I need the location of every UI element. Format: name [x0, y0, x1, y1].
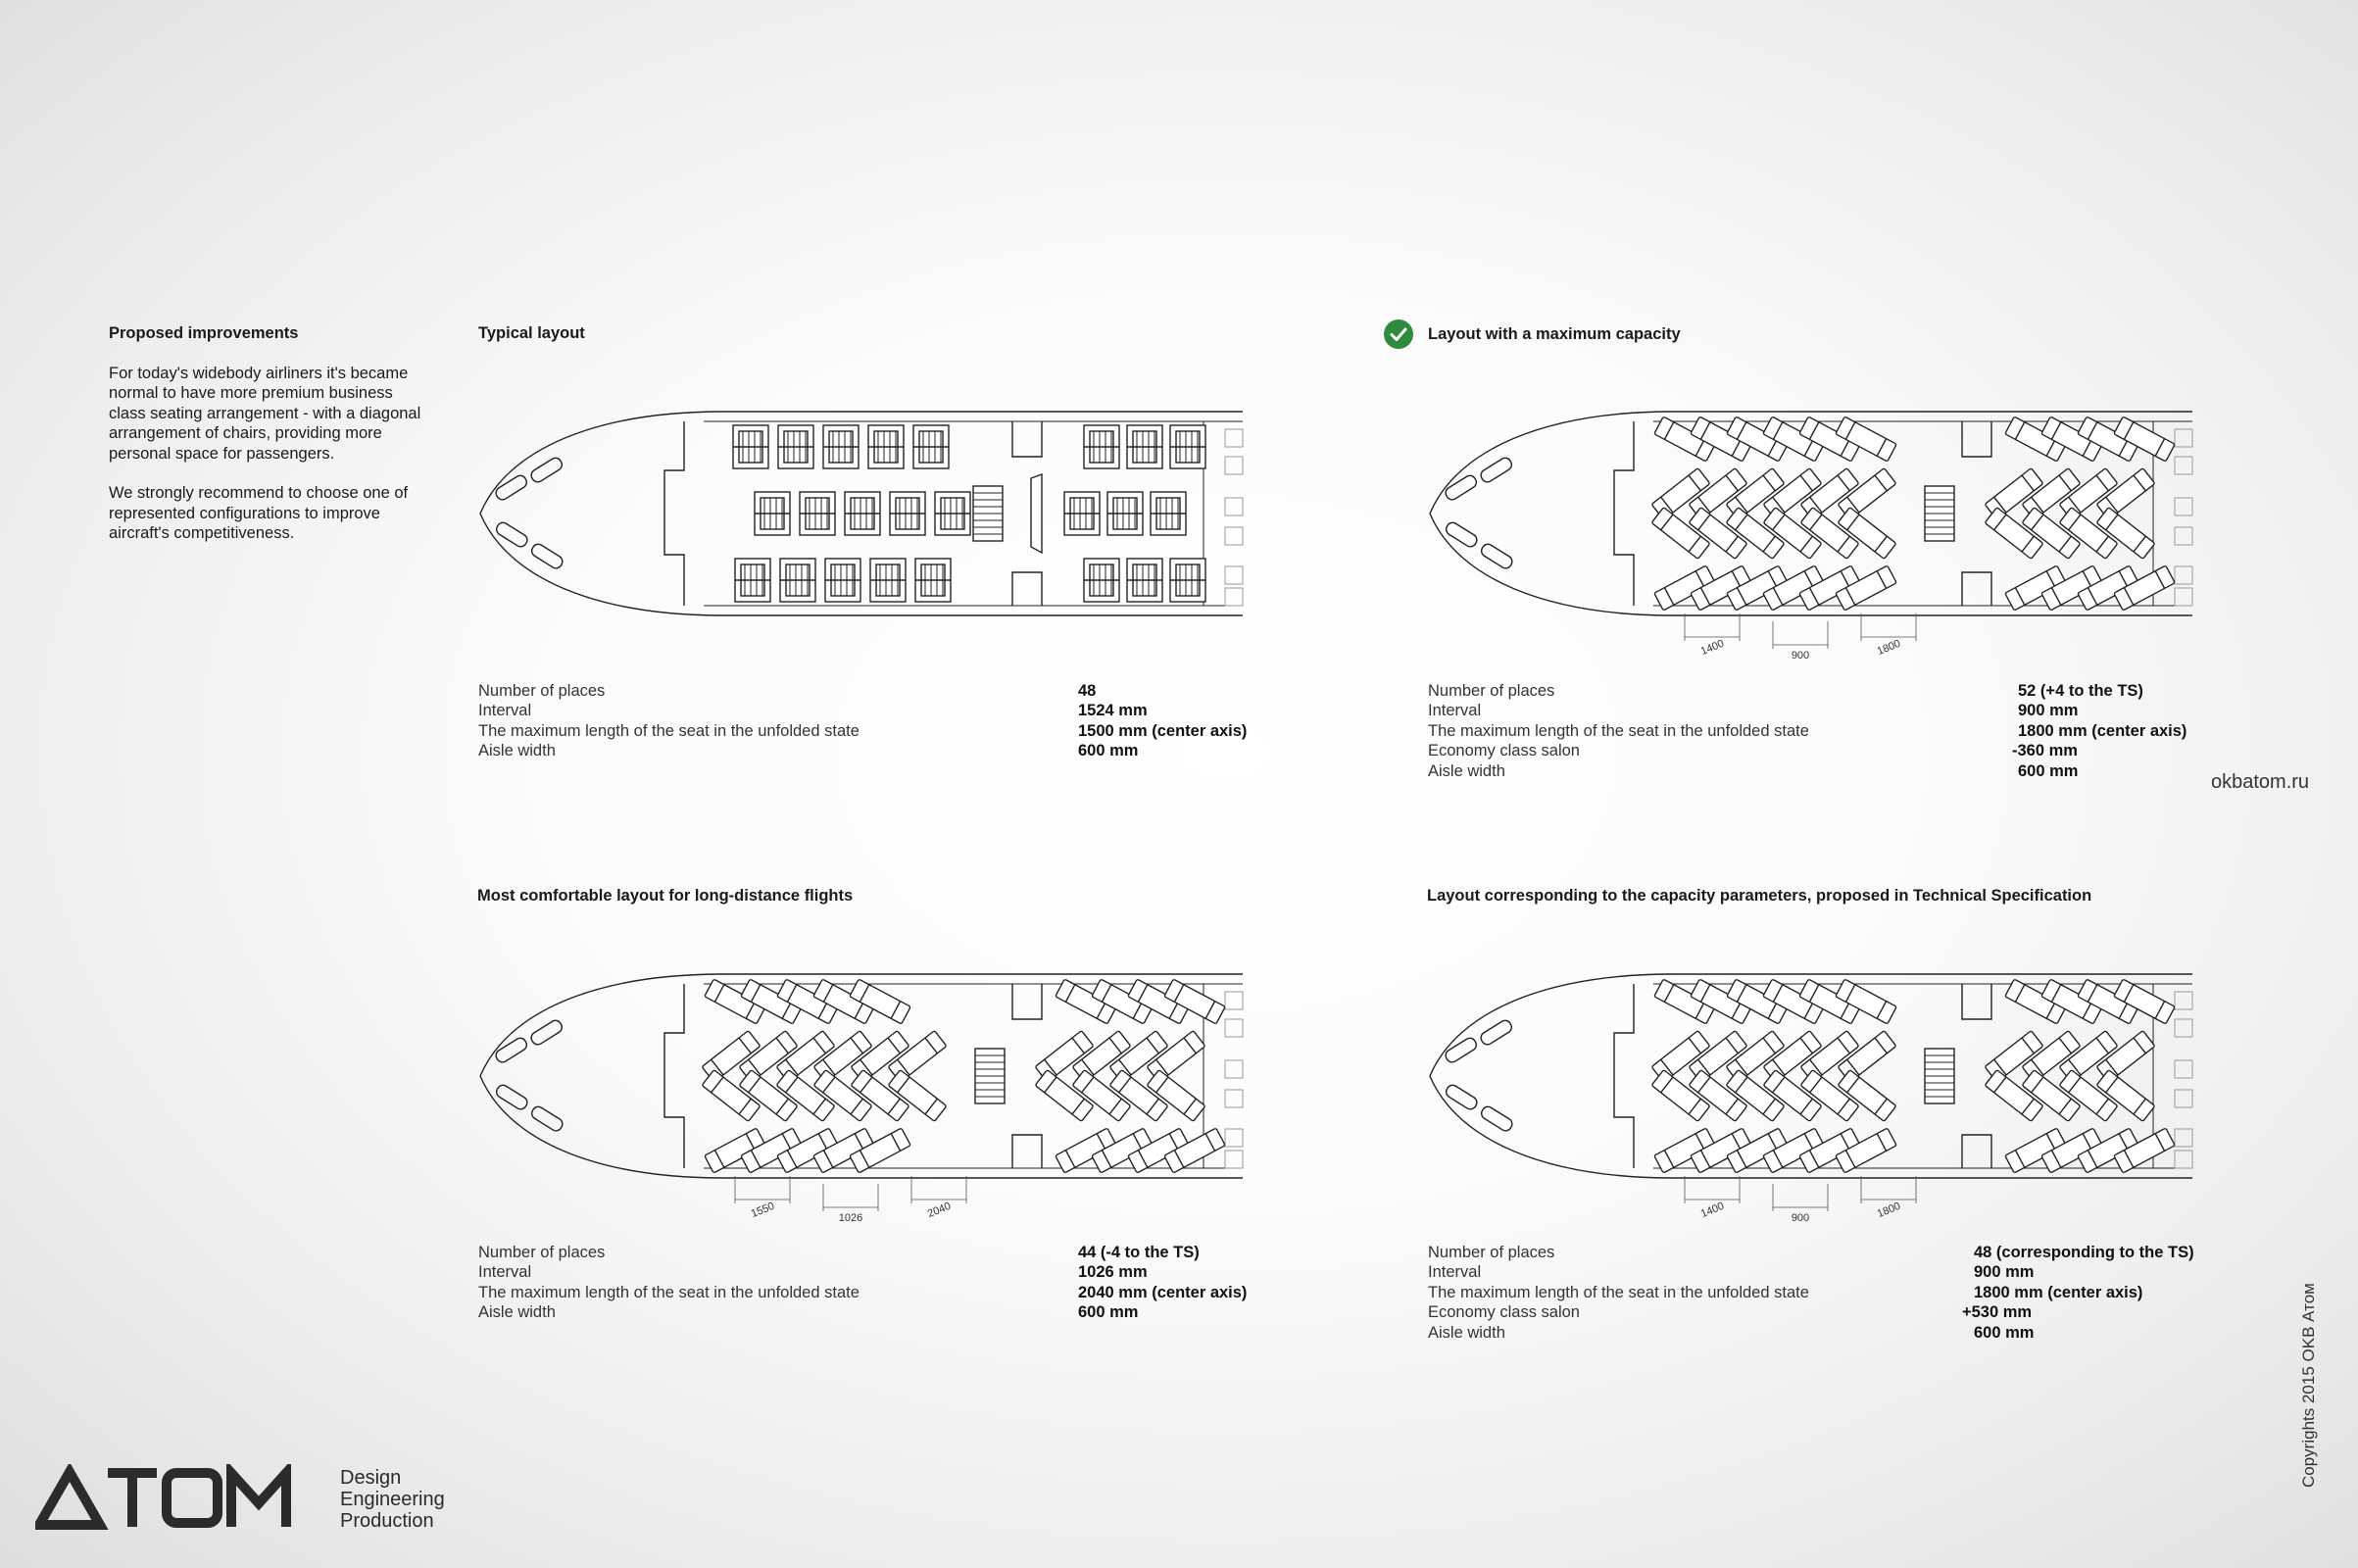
spec-row	[478, 681, 1262, 701]
cockpit-window	[1444, 473, 1479, 502]
lavatory	[1962, 984, 1991, 1168]
seat	[733, 425, 768, 468]
stairs	[1925, 1049, 1954, 1103]
logo-line: Engineering	[340, 1489, 445, 1510]
economy-seat	[2175, 992, 2192, 1009]
economy-seat	[1225, 1060, 1243, 1078]
spec-row	[478, 721, 1262, 741]
cockpit-window	[529, 542, 565, 570]
dimension-lines	[735, 1176, 966, 1224]
atom-logo-icon	[35, 1464, 319, 1531]
economy-seat	[1225, 1019, 1243, 1037]
spec-label: Interval	[1428, 702, 1482, 720]
dimension-label: 1026	[838, 1212, 863, 1224]
seat	[780, 559, 815, 602]
spec-row	[1428, 1323, 2212, 1343]
seat	[755, 492, 790, 535]
seat	[870, 559, 906, 602]
spec-value: 600 mm	[2018, 761, 2079, 780]
seat	[913, 425, 949, 468]
economy-seat	[2175, 1060, 2192, 1078]
seat-plan-comfortable	[478, 972, 1243, 1227]
cockpit-window	[1479, 542, 1514, 570]
economy-seat	[2175, 1151, 2192, 1168]
spec-row	[478, 1243, 1262, 1262]
spec-label: The maximum length of the seat in the unfolded state	[1428, 1283, 1809, 1301]
spec-label: The maximum length of the seat in the unfolded state	[1428, 721, 1809, 740]
fuselage-diagram	[478, 972, 1243, 1227]
spec-value: 600 mm	[1078, 1303, 1139, 1322]
seat	[735, 559, 770, 602]
economy-seat	[1225, 457, 1243, 474]
intro-paragraph-1: For today's widebody airliners it's became normal to have more premium business class seating arrangement - with a diagonal arrangement of chairs, providing more personal space for passengers.	[109, 364, 421, 463]
cockpit-window	[529, 456, 565, 484]
stairs	[1925, 486, 1954, 541]
spec-value: 48	[1078, 682, 1097, 700]
spec-row	[1428, 1302, 2212, 1322]
seat	[1151, 492, 1186, 535]
spec-label: Interval	[478, 702, 532, 720]
spec-label: Interval	[478, 1263, 532, 1282]
spec-value: +530 mm	[1962, 1303, 2033, 1322]
seat	[1170, 425, 1205, 468]
spec-row	[1428, 721, 2212, 741]
seat	[778, 425, 813, 468]
specs-typical	[478, 681, 1262, 761]
spec-row	[478, 741, 1262, 760]
intro-title: Proposed improvements	[109, 324, 299, 342]
economy-seat	[1225, 527, 1243, 545]
cockpit-window	[1479, 1018, 1514, 1047]
logo-line: Production	[340, 1510, 434, 1532]
spec-value: 1800 mm (center axis)	[2018, 721, 2187, 740]
spec-row	[1428, 1283, 2212, 1302]
spec-row	[478, 1262, 1262, 1282]
spec-value: 900 mm	[2018, 702, 2079, 720]
seat-layout	[702, 979, 1225, 1173]
economy-seat	[2175, 1129, 2192, 1147]
seat	[1127, 425, 1162, 468]
layout-title-typical: Typical layout	[478, 324, 585, 342]
seat	[823, 425, 859, 468]
spec-value: 1500 mm (center axis)	[1078, 721, 1248, 740]
spec-row	[478, 1302, 1262, 1322]
seat	[1084, 559, 1119, 602]
dimension-label: 900	[1791, 650, 1810, 662]
seat	[845, 492, 880, 535]
economy-seat	[1225, 498, 1243, 515]
specs-max-capacity	[1428, 681, 2212, 781]
spec-row	[478, 1283, 1262, 1302]
stairs	[973, 486, 1003, 541]
economy-seat	[2175, 498, 2192, 515]
forward-bulkhead	[664, 421, 684, 606]
economy-seat	[2175, 1019, 2192, 1037]
cockpit-window	[1479, 1104, 1514, 1133]
lavatory	[1962, 421, 1991, 606]
specs-technical-spec	[1428, 1243, 2212, 1343]
spec-value: 600 mm	[1974, 1323, 2035, 1342]
seat	[825, 559, 860, 602]
seat	[890, 492, 925, 535]
intro-paragraph-2: We strongly recommend to choose one of represented configurations to improve aircraft's competitiveness.	[109, 484, 409, 542]
cockpit-window	[529, 1104, 565, 1133]
stairs	[975, 1049, 1005, 1103]
spec-row	[1428, 741, 2212, 760]
economy-seat	[1225, 588, 1243, 606]
seat	[1107, 492, 1143, 535]
spec-label: The maximum length of the seat in the unfolded state	[478, 1283, 860, 1301]
copyright-text: Copyrights 2015 OKB Атом	[2299, 1283, 2318, 1488]
spec-label: Aisle width	[1428, 761, 1505, 780]
logo-tagline	[340, 1467, 445, 1532]
cockpit-window	[1444, 1036, 1479, 1064]
spec-value: 2040 mm (center axis)	[1078, 1283, 1248, 1301]
fuselage-diagram	[1428, 972, 2192, 1227]
spec-label: Aisle width	[478, 742, 556, 760]
seat-layout	[733, 425, 1205, 602]
layout-title-technical-spec: Layout corresponding to the capacity parameters, proposed in Technical Specification	[1427, 887, 2092, 905]
fuselage-diagram	[1428, 410, 2192, 664]
seat	[1127, 559, 1162, 602]
dimension-lines	[1685, 613, 1916, 662]
dimension-label: 900	[1791, 1212, 1810, 1224]
spec-label: Economy class salon	[1428, 742, 1580, 760]
spec-value: 600 mm	[1078, 742, 1139, 760]
dimension-label: 1800	[1875, 1200, 1902, 1221]
economy-seat	[2175, 457, 2192, 474]
checkmark-icon	[1384, 319, 1413, 349]
seat	[935, 492, 970, 535]
seat-plan-typical	[478, 410, 1243, 620]
economy-seat	[1225, 992, 1243, 1009]
forward-bulkhead	[1614, 421, 1634, 606]
economy-seat	[1225, 429, 1243, 447]
intro-panel	[109, 323, 422, 564]
cockpit-window	[529, 1018, 565, 1047]
economy-seat	[1225, 1151, 1243, 1168]
spec-label: Number of places	[478, 682, 606, 700]
seat	[1064, 492, 1100, 535]
cockpit-window	[1479, 456, 1514, 484]
spec-row	[1428, 701, 2212, 720]
economy-seat	[2175, 429, 2192, 447]
specs-comfortable	[478, 1243, 1262, 1323]
spec-value: -360 mm	[2012, 742, 2078, 760]
economy-seat	[1225, 1129, 1243, 1147]
spec-value: 44 (-4 to the TS)	[1078, 1244, 1200, 1261]
galley-cart	[1031, 474, 1042, 553]
spec-row	[1428, 761, 2212, 781]
dimension-label: 1400	[1698, 1200, 1726, 1221]
spec-label: Economy class salon	[1428, 1303, 1580, 1322]
dimension-label: 1400	[1698, 637, 1726, 659]
dimension-label: 1800	[1875, 637, 1902, 659]
fuselage-diagram	[478, 410, 1243, 620]
cockpit-window	[494, 473, 529, 502]
dimension-label: 2040	[925, 1200, 953, 1221]
spec-row	[1428, 1243, 2212, 1262]
economy-seat	[1225, 566, 1243, 584]
spec-label: Number of places	[1428, 1244, 1555, 1261]
spec-label: Interval	[1428, 1263, 1482, 1282]
economy-seat	[2175, 566, 2192, 584]
seat-plan-technical-spec	[1428, 972, 2192, 1227]
economy-seat	[2175, 1090, 2192, 1107]
spec-value: 1800 mm (center axis)	[1974, 1283, 2143, 1301]
spec-value: 52 (+4 to the TS)	[2018, 682, 2143, 700]
seat-layout	[1651, 416, 2175, 611]
website-url[interactable]: okbatom.ru	[2211, 771, 2310, 793]
spec-value: 48 (corresponding to the TS)	[1974, 1244, 2194, 1261]
spec-row	[1428, 681, 2212, 701]
lavatory	[1012, 421, 1042, 606]
forward-bulkhead	[664, 984, 684, 1168]
spec-row	[478, 701, 1262, 720]
spec-label: Number of places	[1428, 682, 1555, 700]
layout-title-max-capacity: Layout with a maximum capacity	[1428, 325, 1681, 343]
spec-label: The maximum length of the seat in the unfolded state	[478, 721, 860, 740]
spec-value: 900 mm	[1974, 1263, 2035, 1282]
dimension-label: 1550	[749, 1200, 776, 1221]
spec-value: 1524 mm	[1078, 702, 1148, 720]
seat	[1170, 559, 1205, 602]
economy-seat	[2175, 527, 2192, 545]
seat	[1084, 425, 1119, 468]
seat-plan-max-capacity	[1428, 410, 2192, 664]
spec-label: Number of places	[478, 1244, 606, 1261]
economy-seat	[2175, 588, 2192, 606]
spec-row	[1428, 1262, 2212, 1282]
dimension-lines	[1685, 1176, 1916, 1224]
cockpit-window	[494, 1036, 529, 1064]
spec-label: Aisle width	[1428, 1323, 1505, 1342]
economy-seat	[1225, 1090, 1243, 1107]
seat	[868, 425, 904, 468]
layout-title-comfortable: Most comfortable layout for long-distance flights	[477, 887, 854, 905]
spec-label: Aisle width	[478, 1303, 556, 1322]
lavatory	[1012, 984, 1042, 1168]
spec-value: 1026 mm	[1078, 1263, 1148, 1282]
seat	[915, 559, 951, 602]
seat-layout	[1651, 979, 2175, 1173]
logo-line: Design	[340, 1467, 402, 1489]
company-logo[interactable]	[35, 1464, 319, 1536]
forward-bulkhead	[1614, 984, 1634, 1168]
seat	[800, 492, 835, 535]
